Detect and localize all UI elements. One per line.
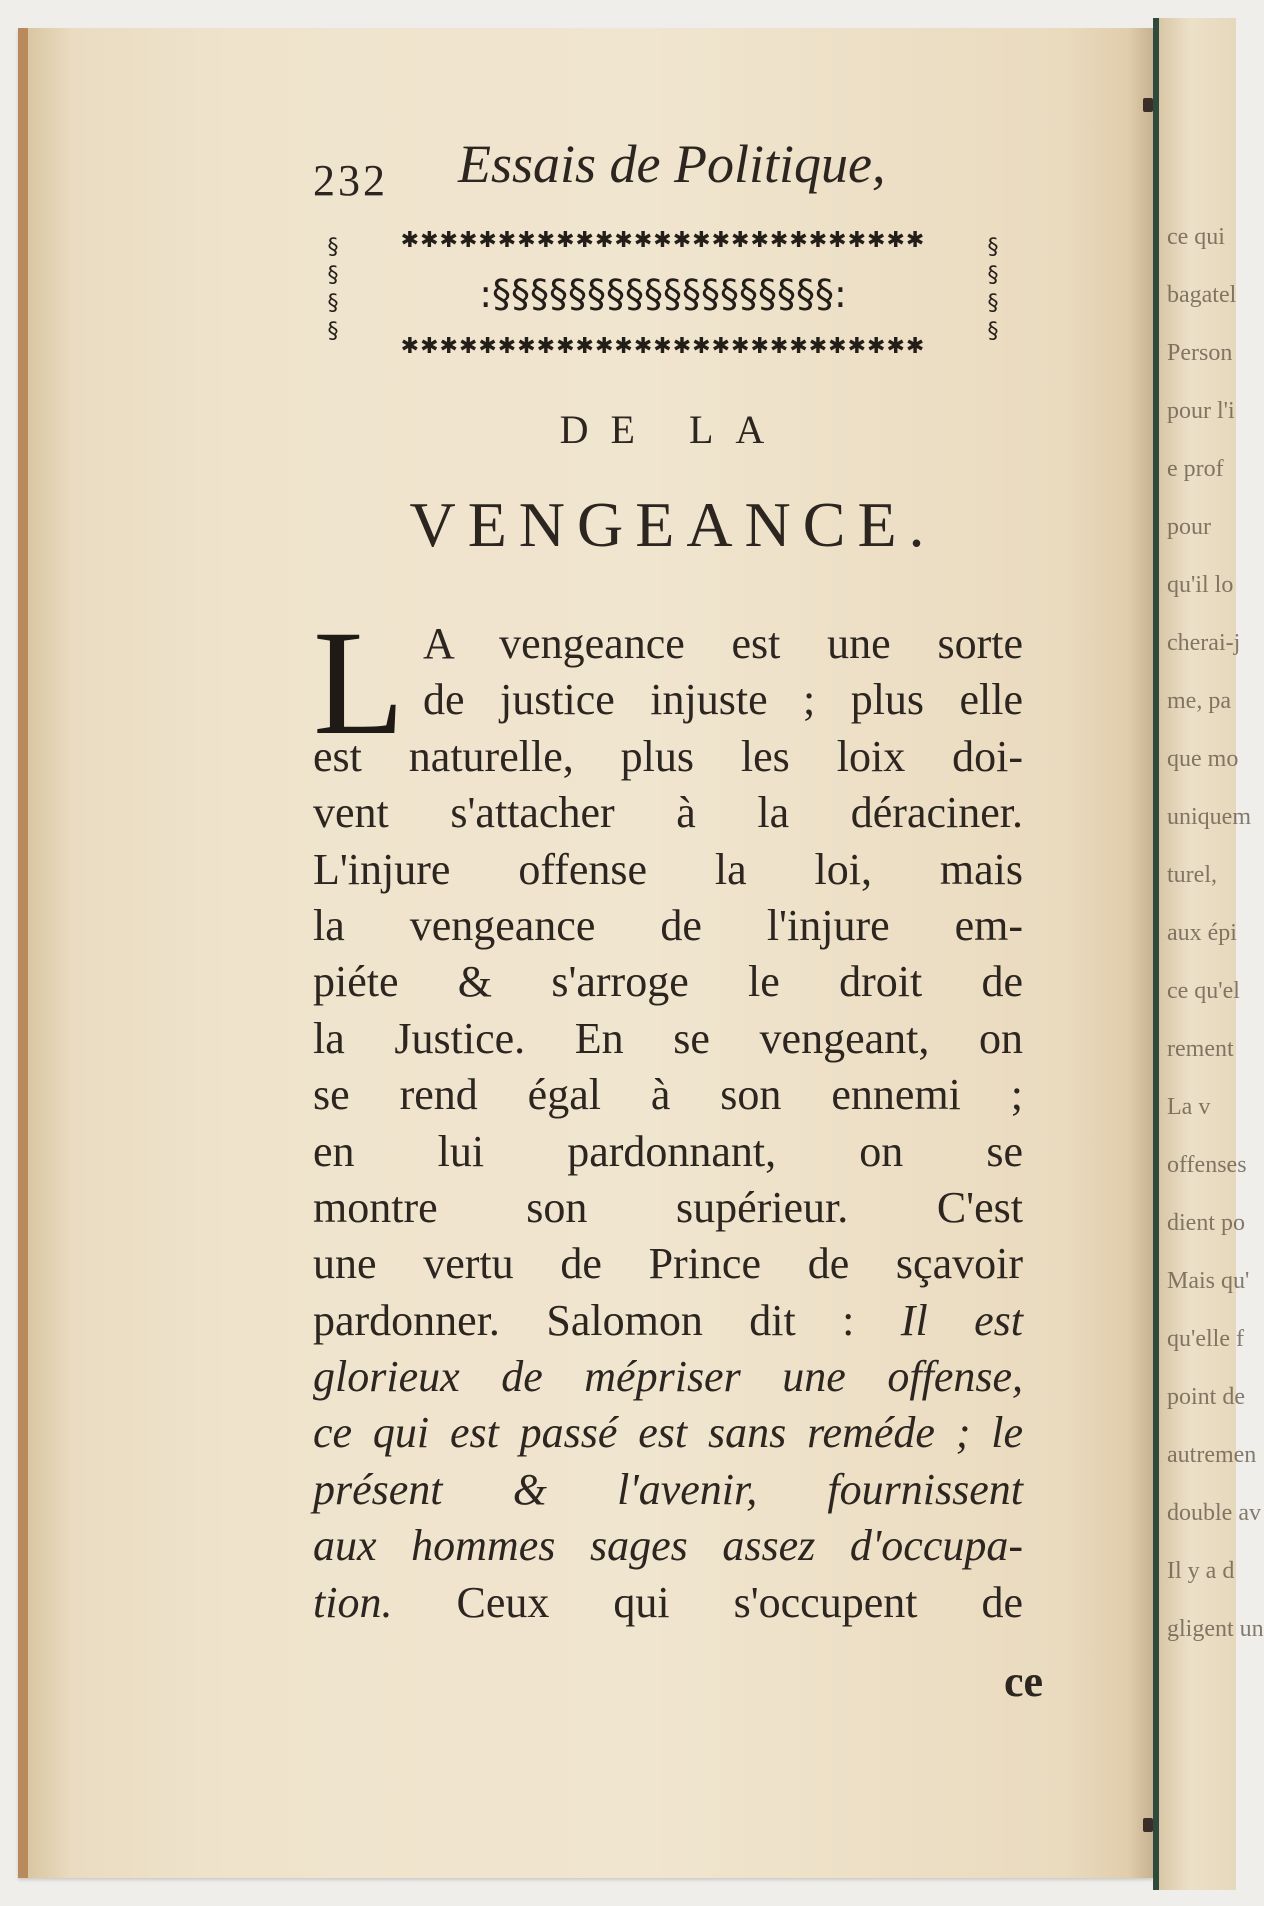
header-ornament: [323, 220, 1003, 380]
facing-page-line: point de: [1167, 1384, 1245, 1410]
body-text: [313, 616, 1023, 1631]
facing-page-line: double av: [1167, 1500, 1261, 1526]
binding-stitch: [1143, 1818, 1153, 1832]
facing-page-text: [1167, 208, 1264, 1658]
facing-page-line: Il y a d: [1167, 1558, 1235, 1584]
ornament-right-border: § § § §: [987, 235, 999, 344]
text-line: une vertu de Prince de sçavoir: [313, 1239, 1023, 1289]
facing-page-line: dient po: [1167, 1210, 1245, 1236]
text-line: de justice injuste ; plus elle: [423, 675, 1023, 725]
facing-page-line: turel,: [1167, 862, 1217, 888]
text-normal: pardonner. Salomon dit :: [313, 1295, 901, 1345]
text-line: se rend égal à son ennemi ;: [313, 1070, 1023, 1120]
text-line: la vengeance de l'injure em-: [313, 900, 1023, 950]
text-line: L'injure offense la loi, mais: [313, 844, 1023, 894]
facing-page-line: cherai-j: [1167, 630, 1241, 656]
facing-page-line: gligent un: [1167, 1616, 1264, 1642]
facing-page-line: pour: [1167, 514, 1211, 540]
facing-page-line: Person: [1167, 340, 1233, 366]
text-line: vent s'attacher à la déraciner.: [313, 788, 1023, 838]
facing-page-line: Mais qu': [1167, 1268, 1250, 1294]
text-line: montre son supérieur. C'est: [313, 1182, 1023, 1232]
ornament-bottom-row: ✱✱✱✱✱✱✱✱✱✱✱✱✱✱✱✱✱✱✱✱✱✱✱✱✱✱✱: [400, 334, 926, 359]
chapter-heading-line2: VENGEANCE.: [409, 489, 937, 560]
ornament-left-border: § § § §: [327, 235, 339, 344]
facing-page-line: autremen: [1167, 1442, 1257, 1468]
facing-page-line: uniquem: [1167, 804, 1251, 830]
text-line-mixed: [313, 1293, 1023, 1349]
text-line-italic: glorieux de mépriser une offense,: [313, 1352, 1023, 1402]
text-normal: Ceux qui s'occupent de: [392, 1577, 1023, 1627]
text-line: piéte & s'arroge le droit de: [313, 957, 1023, 1007]
facing-page-line: La v: [1167, 1094, 1211, 1120]
text-line: la Justice. En se vengeant, on: [313, 1013, 1023, 1063]
binding-stitch: [1143, 98, 1153, 112]
facing-page-line: qu'elle f: [1167, 1326, 1244, 1352]
facing-page-line: ce qu'el: [1167, 978, 1240, 1004]
facing-page-line: bagatel: [1167, 282, 1237, 308]
text-line-mixed: [313, 1575, 1023, 1631]
facing-page-line: pour l'i: [1167, 398, 1235, 424]
book: [18, 28, 1264, 1878]
facing-page-line: que mo: [1167, 746, 1239, 772]
ornament-top-row: ✱✱✱✱✱✱✱✱✱✱✱✱✱✱✱✱✱✱✱✱✱✱✱✱✱✱✱: [400, 228, 926, 253]
chapter-heading-line1: DE LA: [559, 407, 787, 452]
facing-page-line: offenses: [1167, 1152, 1247, 1178]
left-page: [18, 28, 1153, 1878]
text-italic: tion.: [313, 1577, 393, 1627]
facing-page-line: aux épi: [1167, 920, 1237, 946]
running-head: [313, 133, 1013, 213]
text-line: A vengeance est une sorte: [423, 619, 1023, 668]
page-number: 232: [313, 156, 388, 205]
facing-page-line: me, pa: [1167, 688, 1231, 714]
text-line-italic: ce qui est passé est sans reméde ; le: [313, 1408, 1023, 1458]
ornament-middle-row: :§§§§§§§§§§§§§§§§§§:: [479, 272, 847, 316]
facing-page-line: rement: [1167, 1036, 1234, 1062]
text-line: est naturelle, plus les loix doi-: [313, 731, 1023, 781]
drop-cap: L: [313, 600, 405, 766]
facing-page-edge: [1153, 18, 1264, 1890]
facing-page-line: qu'il lo: [1167, 572, 1234, 598]
text-line-italic: présent & l'avenir, fournissent: [313, 1464, 1023, 1514]
text-line: en lui pardonnant, on se: [313, 1126, 1023, 1176]
running-title: Essais de Politique,: [458, 134, 886, 194]
facing-page-line: e prof: [1167, 456, 1224, 482]
text-line-italic: aux hommes sages assez d'occupa-: [313, 1521, 1023, 1571]
text-italic: Il est: [900, 1295, 1023, 1345]
facing-page-line: ce qui: [1167, 224, 1225, 250]
catchword: ce: [1003, 1657, 1043, 1706]
